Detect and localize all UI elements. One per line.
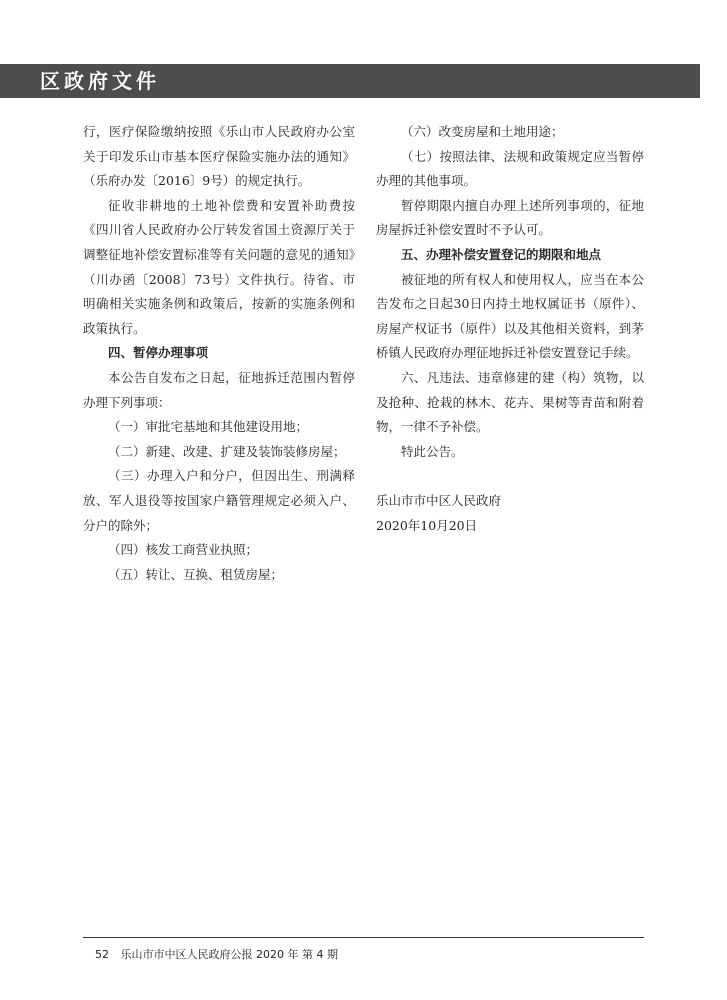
signature-org: 乐山市市中区人民政府 <box>376 493 502 509</box>
paragraph: （五）转让、互换、租赁房屋； <box>108 566 284 582</box>
paragraph: 征收非耕地的土地补偿费和安置补助费按《四川省人民政府办公厅转发省国土资源厅关于调整征地补偿安置标准等有关问题的意见的通知》（川办函〔2008〕73号）文件执行。待省、市明确相关实施条例和政策后，按新的实施条例和政策执行。 <box>83 197 355 336</box>
paragraph: （三）办理入户和分户，但因出生、刑满释放、军人退役等按国家户籍管理规定必须入户、分户的除外； <box>83 468 355 533</box>
paragraph: （七）按照法律、法规和政策规定应当暂停办理的其他事项。 <box>376 148 644 189</box>
right-column <box>376 120 644 539</box>
signature-date: 2020年10月20日 <box>376 517 478 533</box>
paragraph: （六）改变房屋和土地用途； <box>401 124 564 139</box>
footer <box>95 946 338 962</box>
paragraph: （二）新建、改建、扩建及装饰装修房屋； <box>108 443 346 459</box>
paragraph: 本公告自发布之日起，征地拆迁范围内暂停办理下列事项： <box>83 369 355 410</box>
paragraph: 行，医疗保险缴纳按照《乐山市人民政府办公室关于印发乐山市基本医疗保险实施办法的通知》（乐府办发〔2016〕9号）的规定执行。 <box>83 124 355 189</box>
section-heading: 五、办理补偿安置登记的期限和地点 <box>401 246 602 262</box>
paragraph: （四）核发工商营业执照； <box>108 542 259 558</box>
section-title: 区政府文件 <box>40 69 160 93</box>
paragraph: 特此公告。 <box>401 443 464 459</box>
header-bar <box>0 64 700 98</box>
signature-spacer <box>376 464 644 489</box>
paragraph: 六、凡违法、违章修建的建（构）筑物，以及抢种、抢栽的林木、花卉、果树等青苗和附着物，一律不予补偿。 <box>376 369 644 435</box>
paragraph: 暂停期限内擅自办理上述所列事项的，征地房屋拆迁补偿安置时不予认可。 <box>376 197 644 238</box>
paragraph: （一）审批宅基地和其他建设用地； <box>108 419 309 435</box>
paragraph: 被征地的所有权人和使用权人，应当在本公告发布之日起30日内持土地权属证书（原件）、房屋产权证书（原件）以及其他相关资料，到茅桥镇人民政府办理征地拆迁补偿安置登记手续。 <box>376 271 644 361</box>
publication-name: 乐山市市中区人民政府公报 2020 年 第 4 期 <box>120 948 338 961</box>
section-heading: 四、暂停办理事项 <box>108 345 209 361</box>
footer-divider <box>83 937 644 938</box>
left-column <box>83 120 355 587</box>
page-number: 52 <box>95 948 109 961</box>
